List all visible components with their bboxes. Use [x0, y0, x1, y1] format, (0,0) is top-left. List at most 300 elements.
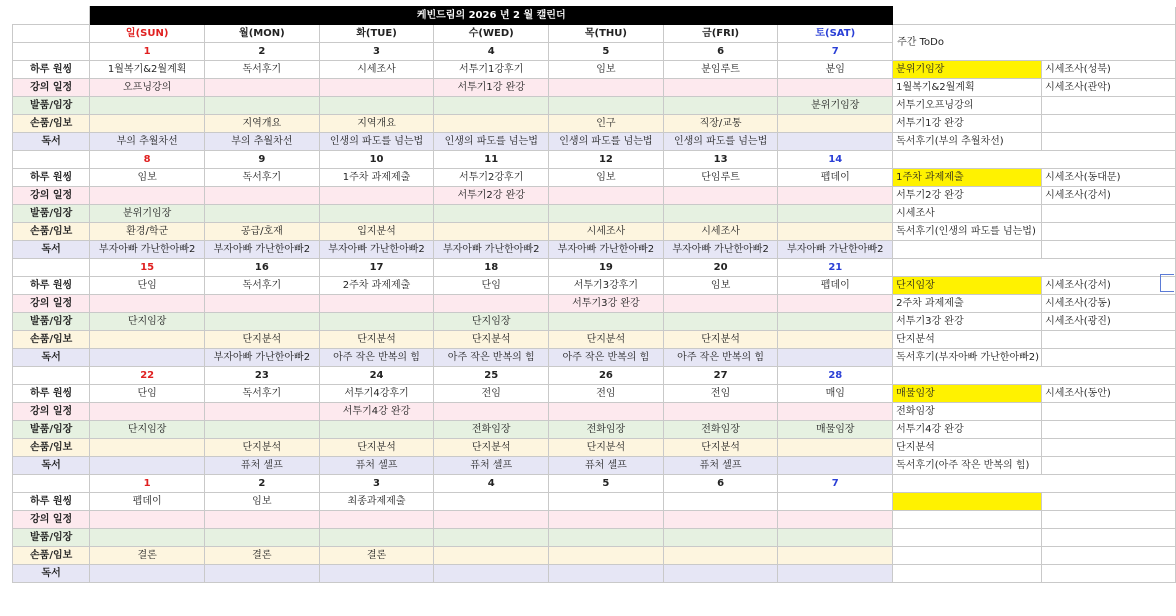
- todo-item-secondary[interactable]: 시세조사(성북): [1042, 61, 1176, 79]
- schedule-cell[interactable]: 서투기4강후기: [319, 385, 434, 403]
- schedule-cell[interactable]: 단임: [90, 385, 205, 403]
- schedule-cell[interactable]: 퓨처 셀프: [663, 457, 778, 475]
- todo-item[interactable]: [893, 565, 1042, 583]
- row-label-habit[interactable]: 하루 원씽: [13, 61, 90, 79]
- schedule-cell[interactable]: [434, 547, 549, 565]
- row-label-report[interactable]: 손품/임보: [13, 223, 90, 241]
- day-header-3[interactable]: 수(WED): [434, 25, 549, 43]
- todo-item[interactable]: 1월복기&2월계획: [893, 79, 1042, 97]
- date-cell[interactable]: 26: [549, 367, 664, 385]
- todo-item-secondary[interactable]: [1042, 403, 1176, 421]
- date-row-label-cell[interactable]: [13, 475, 90, 493]
- schedule-cell[interactable]: 1월복기&2월계획: [90, 61, 205, 79]
- schedule-cell[interactable]: [319, 295, 434, 313]
- schedule-cell[interactable]: 입지분석: [319, 223, 434, 241]
- schedule-cell[interactable]: 전화임장: [549, 421, 664, 439]
- todo-item-secondary[interactable]: [1042, 241, 1176, 259]
- date-cell[interactable]: 5: [549, 43, 664, 61]
- todo-item[interactable]: 서투기3강 완강: [893, 313, 1042, 331]
- todo-item[interactable]: 독서후기(부자아빠 가난한아빠2): [893, 349, 1042, 367]
- row-label-field-visit[interactable]: 발품/임장: [13, 529, 90, 547]
- schedule-cell[interactable]: 임보: [90, 169, 205, 187]
- schedule-cell[interactable]: 부자아빠 가난한아빠2: [778, 241, 893, 259]
- todo-spacer-cell[interactable]: [893, 475, 1176, 493]
- date-cell[interactable]: 25: [434, 367, 549, 385]
- todo-item-secondary[interactable]: [1042, 223, 1176, 241]
- schedule-cell[interactable]: [90, 295, 205, 313]
- row-label-lecture[interactable]: 강의 일정: [13, 295, 90, 313]
- schedule-cell[interactable]: 서투기2강후기: [434, 169, 549, 187]
- day-header-6[interactable]: 토(SAT): [778, 25, 893, 43]
- schedule-cell[interactable]: 단지분석: [434, 439, 549, 457]
- schedule-cell[interactable]: 퓨처 셀프: [319, 457, 434, 475]
- schedule-cell[interactable]: [778, 547, 893, 565]
- schedule-cell[interactable]: 단임루트: [663, 169, 778, 187]
- schedule-cell[interactable]: 임보: [205, 493, 320, 511]
- date-cell[interactable]: 12: [549, 151, 664, 169]
- row-label-habit[interactable]: 하루 원씽: [13, 493, 90, 511]
- schedule-cell[interactable]: [90, 565, 205, 583]
- schedule-cell[interactable]: [434, 511, 549, 529]
- date-cell[interactable]: 11: [434, 151, 549, 169]
- row-label-field-visit[interactable]: 발품/임장: [13, 205, 90, 223]
- schedule-cell[interactable]: [205, 295, 320, 313]
- schedule-cell[interactable]: 퓨처 셀프: [434, 457, 549, 475]
- schedule-cell[interactable]: [434, 565, 549, 583]
- schedule-cell[interactable]: 아주 작은 반복의 힘: [663, 349, 778, 367]
- schedule-cell[interactable]: [319, 313, 434, 331]
- schedule-cell[interactable]: 아주 작은 반복의 힘: [549, 349, 664, 367]
- schedule-cell[interactable]: 부의 추월차선: [90, 133, 205, 151]
- schedule-cell[interactable]: 서투기3강후기: [549, 277, 664, 295]
- schedule-cell[interactable]: [319, 187, 434, 205]
- schedule-cell[interactable]: [778, 403, 893, 421]
- todo-item[interactable]: 독서후기(아주 작은 반복의 힘): [893, 457, 1042, 475]
- date-cell[interactable]: 24: [319, 367, 434, 385]
- todo-item[interactable]: 매물임장: [893, 385, 1042, 403]
- schedule-cell[interactable]: [778, 493, 893, 511]
- schedule-cell[interactable]: 독서후기: [205, 277, 320, 295]
- date-cell[interactable]: 7: [778, 475, 893, 493]
- schedule-cell[interactable]: 독서후기: [205, 169, 320, 187]
- day-header-0[interactable]: 일(SUN): [90, 25, 205, 43]
- schedule-cell[interactable]: 단지분석: [319, 439, 434, 457]
- schedule-cell[interactable]: 직장/교통: [663, 115, 778, 133]
- schedule-cell[interactable]: [205, 565, 320, 583]
- row-label-habit[interactable]: 하루 원씽: [13, 277, 90, 295]
- schedule-cell[interactable]: 단지임장: [90, 421, 205, 439]
- schedule-cell[interactable]: 인생의 파도를 넘는법: [663, 133, 778, 151]
- date-cell[interactable]: 3: [319, 475, 434, 493]
- schedule-cell[interactable]: [205, 403, 320, 421]
- row-label-report[interactable]: 손품/임보: [13, 439, 90, 457]
- schedule-cell[interactable]: [319, 79, 434, 97]
- date-cell[interactable]: 6: [663, 475, 778, 493]
- todo-item-secondary[interactable]: 시세조사(강서): [1042, 277, 1176, 295]
- schedule-cell[interactable]: [205, 421, 320, 439]
- schedule-cell[interactable]: 임보: [663, 277, 778, 295]
- date-cell[interactable]: 23: [205, 367, 320, 385]
- schedule-cell[interactable]: [778, 115, 893, 133]
- todo-item-secondary[interactable]: 시세조사(강동): [1042, 295, 1176, 313]
- todo-item-secondary[interactable]: [1042, 115, 1176, 133]
- schedule-cell[interactable]: [319, 421, 434, 439]
- date-cell[interactable]: 15: [90, 259, 205, 277]
- schedule-cell[interactable]: [663, 313, 778, 331]
- header-blank-cell[interactable]: [13, 25, 90, 43]
- row-label-reading[interactable]: 독서: [13, 457, 90, 475]
- schedule-cell[interactable]: 퓨처 셀프: [205, 457, 320, 475]
- schedule-cell[interactable]: 인생의 파도를 넘는법: [549, 133, 664, 151]
- schedule-cell[interactable]: [549, 205, 664, 223]
- schedule-cell[interactable]: [319, 565, 434, 583]
- todo-item-secondary[interactable]: [1042, 97, 1176, 115]
- day-header-1[interactable]: 월(MON): [205, 25, 320, 43]
- schedule-cell[interactable]: 분임루트: [663, 61, 778, 79]
- schedule-cell[interactable]: [778, 439, 893, 457]
- todo-item[interactable]: 2주차 과제제출: [893, 295, 1042, 313]
- schedule-cell[interactable]: 환경/학군: [90, 223, 205, 241]
- schedule-cell[interactable]: 부자아빠 가난한아빠2: [205, 241, 320, 259]
- date-cell[interactable]: 28: [778, 367, 893, 385]
- schedule-cell[interactable]: [778, 79, 893, 97]
- todo-item-secondary[interactable]: 시세조사(동대문): [1042, 169, 1176, 187]
- todo-item[interactable]: 단지분석: [893, 439, 1042, 457]
- schedule-cell[interactable]: 단지분석: [663, 439, 778, 457]
- todo-item-secondary[interactable]: [1042, 349, 1176, 367]
- date-cell[interactable]: 7: [778, 43, 893, 61]
- schedule-cell[interactable]: [319, 529, 434, 547]
- schedule-cell[interactable]: [663, 565, 778, 583]
- schedule-cell[interactable]: [549, 79, 664, 97]
- schedule-cell[interactable]: 2주차 과제제출: [319, 277, 434, 295]
- date-cell[interactable]: 5: [549, 475, 664, 493]
- schedule-cell[interactable]: 임보: [549, 61, 664, 79]
- todo-item[interactable]: [893, 493, 1042, 511]
- schedule-cell[interactable]: [90, 529, 205, 547]
- weekly-todo-title[interactable]: 주간 ToDo: [893, 25, 1176, 61]
- schedule-cell[interactable]: 단임: [434, 277, 549, 295]
- schedule-cell[interactable]: [549, 565, 664, 583]
- todo-item-secondary[interactable]: [1042, 205, 1176, 223]
- schedule-cell[interactable]: [549, 493, 664, 511]
- schedule-cell[interactable]: [90, 115, 205, 133]
- schedule-cell[interactable]: 부자아빠 가난한아빠2: [549, 241, 664, 259]
- todo-item[interactable]: 서투기1강 완강: [893, 115, 1042, 133]
- schedule-cell[interactable]: 공급/호재: [205, 223, 320, 241]
- schedule-cell[interactable]: [663, 511, 778, 529]
- date-cell[interactable]: 4: [434, 43, 549, 61]
- schedule-cell[interactable]: 분위기임장: [90, 205, 205, 223]
- schedule-cell[interactable]: [319, 97, 434, 115]
- todo-item-secondary[interactable]: [1042, 133, 1176, 151]
- todo-item[interactable]: [893, 511, 1042, 529]
- schedule-cell[interactable]: 결론: [205, 547, 320, 565]
- schedule-cell[interactable]: 단지분석: [549, 439, 664, 457]
- date-cell[interactable]: 6: [663, 43, 778, 61]
- todo-item-secondary[interactable]: [1042, 421, 1176, 439]
- schedule-cell[interactable]: 펩데이: [778, 277, 893, 295]
- schedule-cell[interactable]: 매임: [778, 385, 893, 403]
- row-label-lecture[interactable]: 강의 일정: [13, 79, 90, 97]
- schedule-cell[interactable]: [778, 223, 893, 241]
- day-header-4[interactable]: 목(THU): [549, 25, 664, 43]
- schedule-cell[interactable]: [549, 529, 664, 547]
- schedule-cell[interactable]: 전화임장: [434, 421, 549, 439]
- row-label-lecture[interactable]: 강의 일정: [13, 511, 90, 529]
- date-cell[interactable]: 20: [663, 259, 778, 277]
- todo-item[interactable]: 분위기임장: [893, 61, 1042, 79]
- schedule-cell[interactable]: [434, 493, 549, 511]
- schedule-cell[interactable]: [205, 97, 320, 115]
- schedule-cell[interactable]: [434, 97, 549, 115]
- todo-item[interactable]: [893, 547, 1042, 565]
- schedule-cell[interactable]: [90, 403, 205, 421]
- date-cell[interactable]: 19: [549, 259, 664, 277]
- todo-item[interactable]: 서투기오프닝강의: [893, 97, 1042, 115]
- todo-item[interactable]: 전화임장: [893, 403, 1042, 421]
- schedule-cell[interactable]: [663, 187, 778, 205]
- date-cell[interactable]: 22: [90, 367, 205, 385]
- date-cell[interactable]: 13: [663, 151, 778, 169]
- todo-item-secondary[interactable]: [1042, 547, 1176, 565]
- date-cell[interactable]: 8: [90, 151, 205, 169]
- schedule-cell[interactable]: [90, 457, 205, 475]
- date-cell[interactable]: 2: [205, 475, 320, 493]
- schedule-cell[interactable]: [90, 349, 205, 367]
- date-cell[interactable]: 14: [778, 151, 893, 169]
- schedule-cell[interactable]: [434, 529, 549, 547]
- todo-item[interactable]: 단지임장: [893, 277, 1042, 295]
- schedule-cell[interactable]: [778, 187, 893, 205]
- schedule-cell[interactable]: 최종과제제출: [319, 493, 434, 511]
- schedule-cell[interactable]: 서투기2강 완강: [434, 187, 549, 205]
- schedule-cell[interactable]: 퓨처 셀프: [549, 457, 664, 475]
- schedule-cell[interactable]: [778, 529, 893, 547]
- todo-item-secondary[interactable]: 시세조사(동안): [1042, 385, 1176, 403]
- schedule-cell[interactable]: [778, 313, 893, 331]
- schedule-cell[interactable]: [319, 511, 434, 529]
- schedule-cell[interactable]: 시세조사: [319, 61, 434, 79]
- row-label-reading[interactable]: 독서: [13, 565, 90, 583]
- schedule-cell[interactable]: 지역개요: [205, 115, 320, 133]
- schedule-cell[interactable]: [778, 295, 893, 313]
- schedule-cell[interactable]: 서투기1강 완강: [434, 79, 549, 97]
- row-label-field-visit[interactable]: 발품/임장: [13, 97, 90, 115]
- schedule-cell[interactable]: [90, 511, 205, 529]
- row-label-reading[interactable]: 독서: [13, 241, 90, 259]
- schedule-cell[interactable]: 부자아빠 가난한아빠2: [90, 241, 205, 259]
- schedule-cell[interactable]: 아주 작은 반복의 힘: [319, 349, 434, 367]
- schedule-cell[interactable]: [778, 349, 893, 367]
- date-cell[interactable]: 16: [205, 259, 320, 277]
- todo-item-secondary[interactable]: [1042, 529, 1176, 547]
- date-cell[interactable]: 3: [319, 43, 434, 61]
- schedule-cell[interactable]: 인구: [549, 115, 664, 133]
- schedule-cell[interactable]: [663, 529, 778, 547]
- schedule-cell[interactable]: [205, 79, 320, 97]
- schedule-cell[interactable]: 펩데이: [778, 169, 893, 187]
- row-label-reading[interactable]: 독서: [13, 133, 90, 151]
- date-row-label-cell[interactable]: [13, 43, 90, 61]
- schedule-cell[interactable]: 단지분석: [663, 331, 778, 349]
- schedule-cell[interactable]: [205, 511, 320, 529]
- schedule-cell[interactable]: 아주 작은 반복의 힘: [434, 349, 549, 367]
- schedule-cell[interactable]: 독서후기: [205, 61, 320, 79]
- schedule-cell[interactable]: [549, 511, 664, 529]
- row-label-habit[interactable]: 하루 원씽: [13, 385, 90, 403]
- schedule-cell[interactable]: [90, 97, 205, 115]
- schedule-cell[interactable]: 단지임장: [434, 313, 549, 331]
- schedule-cell[interactable]: [90, 331, 205, 349]
- date-cell[interactable]: 18: [434, 259, 549, 277]
- date-cell[interactable]: 9: [205, 151, 320, 169]
- schedule-cell[interactable]: [205, 205, 320, 223]
- schedule-cell[interactable]: 결론: [319, 547, 434, 565]
- schedule-cell[interactable]: [90, 439, 205, 457]
- date-cell[interactable]: 1: [90, 475, 205, 493]
- schedule-cell[interactable]: [663, 547, 778, 565]
- todo-item-secondary[interactable]: [1042, 457, 1176, 475]
- todo-item[interactable]: 독서후기(부의 추월차선): [893, 133, 1042, 151]
- row-label-report[interactable]: 손품/임보: [13, 547, 90, 565]
- schedule-cell[interactable]: [205, 187, 320, 205]
- schedule-cell[interactable]: [778, 511, 893, 529]
- schedule-cell[interactable]: [663, 403, 778, 421]
- todo-item[interactable]: [893, 529, 1042, 547]
- schedule-cell[interactable]: [90, 187, 205, 205]
- schedule-cell[interactable]: 지역개요: [319, 115, 434, 133]
- todo-item[interactable]: 단지분석: [893, 331, 1042, 349]
- schedule-cell[interactable]: [778, 331, 893, 349]
- date-row-label-cell[interactable]: [13, 367, 90, 385]
- schedule-cell[interactable]: 인생의 파도를 넘는법: [319, 133, 434, 151]
- date-cell[interactable]: 17: [319, 259, 434, 277]
- schedule-cell[interactable]: 전임: [663, 385, 778, 403]
- todo-item-secondary[interactable]: 시세조사(관악): [1042, 79, 1176, 97]
- schedule-cell[interactable]: [549, 403, 664, 421]
- schedule-cell[interactable]: [663, 79, 778, 97]
- schedule-cell[interactable]: 결론: [90, 547, 205, 565]
- todo-item-secondary[interactable]: [1042, 493, 1176, 511]
- schedule-cell[interactable]: 서투기4강 완강: [319, 403, 434, 421]
- schedule-cell[interactable]: [434, 295, 549, 313]
- todo-spacer-cell[interactable]: [893, 151, 1176, 169]
- date-cell[interactable]: 4: [434, 475, 549, 493]
- schedule-cell[interactable]: 서투기1강후기: [434, 61, 549, 79]
- schedule-cell[interactable]: [549, 97, 664, 115]
- calendar-title[interactable]: 케빈드림의 2026 년 2 월 캘린더: [90, 7, 893, 25]
- schedule-cell[interactable]: 1주차 과제제출: [319, 169, 434, 187]
- todo-item-secondary[interactable]: [1042, 331, 1176, 349]
- schedule-cell[interactable]: 펩데이: [90, 493, 205, 511]
- date-cell[interactable]: 2: [205, 43, 320, 61]
- schedule-cell[interactable]: [549, 313, 664, 331]
- todo-item[interactable]: 서투기2강 완강: [893, 187, 1042, 205]
- schedule-cell[interactable]: [778, 457, 893, 475]
- day-header-5[interactable]: 금(FRI): [663, 25, 778, 43]
- row-label-lecture[interactable]: 강의 일정: [13, 187, 90, 205]
- schedule-cell[interactable]: 단지분석: [205, 439, 320, 457]
- schedule-cell[interactable]: [663, 97, 778, 115]
- todo-item-secondary[interactable]: 시세조사(강서): [1042, 187, 1176, 205]
- row-label-field-visit[interactable]: 발품/임장: [13, 313, 90, 331]
- row-label-lecture[interactable]: 강의 일정: [13, 403, 90, 421]
- schedule-cell[interactable]: [778, 205, 893, 223]
- schedule-cell[interactable]: [434, 205, 549, 223]
- date-cell[interactable]: 1: [90, 43, 205, 61]
- schedule-cell[interactable]: 서투기3강 완강: [549, 295, 664, 313]
- schedule-cell[interactable]: 오프닝강의: [90, 79, 205, 97]
- todo-spacer-cell[interactable]: [893, 259, 1176, 277]
- schedule-cell[interactable]: 단지임장: [90, 313, 205, 331]
- schedule-cell[interactable]: [778, 565, 893, 583]
- schedule-cell[interactable]: 단지분석: [205, 331, 320, 349]
- todo-item-secondary[interactable]: [1042, 439, 1176, 457]
- schedule-cell[interactable]: 부자아빠 가난한아빠2: [663, 241, 778, 259]
- schedule-cell[interactable]: 부의 추월차선: [205, 133, 320, 151]
- row-label-report[interactable]: 손품/임보: [13, 331, 90, 349]
- schedule-cell[interactable]: [663, 493, 778, 511]
- schedule-cell[interactable]: [549, 187, 664, 205]
- schedule-cell[interactable]: 부자아빠 가난한아빠2: [319, 241, 434, 259]
- schedule-cell[interactable]: 단지분석: [434, 331, 549, 349]
- row-label-field-visit[interactable]: 발품/임장: [13, 421, 90, 439]
- todo-item-secondary[interactable]: 시세조사(광진): [1042, 313, 1176, 331]
- schedule-cell[interactable]: [434, 403, 549, 421]
- schedule-cell[interactable]: 단지분석: [319, 331, 434, 349]
- todo-item[interactable]: 시세조사: [893, 205, 1042, 223]
- schedule-cell[interactable]: [778, 133, 893, 151]
- schedule-cell[interactable]: 시세조사: [549, 223, 664, 241]
- schedule-cell[interactable]: 시세조사: [663, 223, 778, 241]
- todo-item[interactable]: 독서후기(인생의 파도를 넘는법): [893, 223, 1042, 241]
- day-header-2[interactable]: 화(TUE): [319, 25, 434, 43]
- schedule-cell[interactable]: 인생의 파도를 넘는법: [434, 133, 549, 151]
- schedule-cell[interactable]: [205, 529, 320, 547]
- todo-item[interactable]: 서투기4강 완강: [893, 421, 1042, 439]
- date-row-label-cell[interactable]: [13, 151, 90, 169]
- schedule-cell[interactable]: 전임: [434, 385, 549, 403]
- schedule-cell[interactable]: 분위기임장: [778, 97, 893, 115]
- row-label-reading[interactable]: 독서: [13, 349, 90, 367]
- row-label-report[interactable]: 손품/임보: [13, 115, 90, 133]
- date-cell[interactable]: 27: [663, 367, 778, 385]
- schedule-cell[interactable]: [205, 313, 320, 331]
- schedule-cell[interactable]: 독서후기: [205, 385, 320, 403]
- todo-item[interactable]: 1주차 과제제출: [893, 169, 1042, 187]
- schedule-cell[interactable]: [549, 547, 664, 565]
- date-cell[interactable]: 10: [319, 151, 434, 169]
- date-row-label-cell[interactable]: [13, 259, 90, 277]
- schedule-cell[interactable]: 매물임장: [778, 421, 893, 439]
- schedule-cell[interactable]: [319, 205, 434, 223]
- todo-spacer-cell[interactable]: [893, 367, 1176, 385]
- schedule-cell[interactable]: 전임: [549, 385, 664, 403]
- schedule-cell[interactable]: 부자아빠 가난한아빠2: [205, 349, 320, 367]
- schedule-cell[interactable]: [663, 295, 778, 313]
- todo-item-secondary[interactable]: [1042, 511, 1176, 529]
- schedule-cell[interactable]: 부자아빠 가난한아빠2: [434, 241, 549, 259]
- schedule-cell[interactable]: 분임: [778, 61, 893, 79]
- date-cell[interactable]: 21: [778, 259, 893, 277]
- todo-item[interactable]: [893, 241, 1042, 259]
- schedule-cell[interactable]: 전화임장: [663, 421, 778, 439]
- schedule-cell[interactable]: [434, 115, 549, 133]
- row-label-habit[interactable]: 하루 원씽: [13, 169, 90, 187]
- schedule-cell[interactable]: [434, 223, 549, 241]
- schedule-cell[interactable]: [663, 205, 778, 223]
